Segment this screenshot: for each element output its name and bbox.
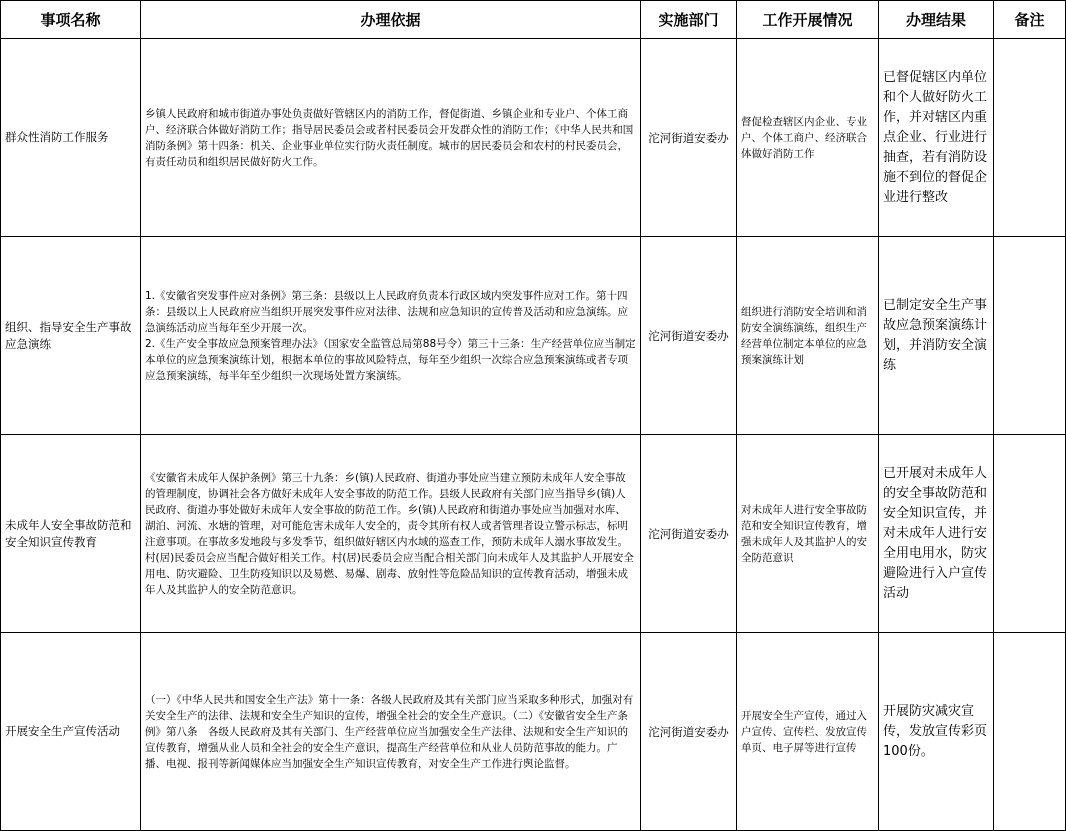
cell-work: 组织进行消防安全培训和消防安全演练演练，组织生产经营单位制定本单位的应急预案演练计划: [737, 237, 879, 435]
cell-basis: [141, 237, 641, 435]
basis-paragraph: 1.《安徽省突发事件应对条例》第三条：县级以上人民政府负责本行政区域内突发事件应对工作。第十四条：县级以上人民政府应当组织开展突发事件应对法律、法规和应急知识的宣传普及活动和应急演练。应急演练活动应当每年至少开展一次。: [145, 289, 628, 334]
header-dept: 实施部门: [641, 1, 737, 39]
cell-result: 已督促辖区内单位和个人做好防火工作，并对辖区内重点企业、行业进行抽查，若有消防设施不到位的督促企业进行整改: [879, 39, 994, 237]
cell-remark: [994, 435, 1066, 633]
cell-remark: [994, 633, 1066, 831]
table-row: [1, 39, 1066, 237]
cell-work: 督促检查辖区内企业、专业户、个体工商户、经济联合体做好消防工作: [737, 39, 879, 237]
cell-name: 群众性消防工作服务: [1, 39, 141, 237]
basis-paragraph: 2.《生产安全事故应急预案管理办法》（国家安全监管总局第88号令）第三十三条：生产经营单位应当制定本单位的应急预案演练计划，根据本单位的事故风险特点，每年至少组织一次综合应急预案演练或者专项应急预案演练，每半年至少组织一次现场处置方案演练。: [145, 337, 636, 382]
header-basis: 办理依据: [141, 1, 641, 39]
cell-basis: [141, 435, 641, 633]
cell-work: 开展安全生产宣传，通过入户宣传、宣传栏、发放宣传单页、电子屏等进行宣传: [737, 633, 879, 831]
header-work: 工作开展情况: [737, 1, 879, 39]
table-header-row: [1, 1, 1066, 39]
cell-name: 开展安全生产宣传活动: [1, 633, 141, 831]
table-row: [1, 633, 1066, 831]
cell-basis: [141, 39, 641, 237]
table-row: [1, 435, 1066, 633]
cell-result: 开展防灾减灾宣传，发放宣传彩页100份。: [879, 633, 994, 831]
cell-name: 组织、指导安全生产事故应急演练: [1, 237, 141, 435]
cell-dept: 沱河街道安委办: [641, 633, 737, 831]
cell-result: 已制定安全生产事故应急预案演练计划，并消防安全演练: [879, 237, 994, 435]
table-row: [1, 237, 1066, 435]
cell-work: 对未成年人进行安全事故防范和安全知识宣传教育，增强未成年人及其监护人的安全防范意识: [737, 435, 879, 633]
header-result: 办理结果: [879, 1, 994, 39]
basis-paragraph: 乡镇人民政府和城市街道办事处负责做好管辖区内的消防工作，督促街道、乡镇企业和专业户、个体工商户、经济联合体做好消防工作；指导居民委员会或者村民委员会开发群众性的消防工作；《中华人民共和国消防条例》第十四条：机关、企业事业单位实行防火责任制度。城市的居民委员会和农村的村民委员会，有责任动员和组织居民做好防火工作。: [145, 107, 634, 168]
cell-remark: [994, 237, 1066, 435]
basis-paragraph: （一）《中华人民共和国安全生产法》第十一条：各级人民政府及其有关部门应当采取多种形式，加强对有关安全生产的法律、法规和安全生产知识的宣传，增强全社会的安全生产意识。（二）《安徽省安全生产条例》第八条 各级人民政府及其有关部门、生产经营单位应当加强安全生产法律、法规和安全生产知识的宣传教育，增强从业人员和全社会的安全生产意识，提高生产经营单位和从业人员防范事故的能力。广播、电视、报刊等新闻媒体应当加强安全生产知识宣传教育，对安全生产工作进行舆论监督。: [145, 693, 634, 770]
cell-dept: 沱河街道安委办: [641, 237, 737, 435]
header-remark: 备注: [994, 1, 1066, 39]
cell-remark: [994, 39, 1066, 237]
cell-basis: [141, 633, 641, 831]
header-name: 事项名称: [1, 1, 141, 39]
cell-name: 未成年人安全事故防范和安全知识宣传教育: [1, 435, 141, 633]
cell-dept: 沱河街道安委办: [641, 435, 737, 633]
cell-result: 已开展对未成年人的安全事故防范和安全知识宣传，并对未成年人进行安全用电用水，防灾避险进行入户宣传活动: [879, 435, 994, 633]
cell-dept: 沱河街道安委办: [641, 39, 737, 237]
basis-paragraph: 《安徽省未成年人保护条例》第三十九条：乡(镇)人民政府、街道办事处应当建立预防未成年人安全事故的管理制度，协调社会各方做好未成年人安全事故的防范工作。县级人民政府有关部门应当指导乡(镇)人民政府、街道办事处做好未成年人安全事故的防范工作。乡(镇)人民政府和街道办事处应当加强对水库、湖泊、河流、水塘的管理，对可能危害未成年人安全的，责令其所有权人或者管理者设立警示标志，标明注意事项。在事故多发地段与多发季节，组织做好辖区内水域的巡查工作，预防未成年人溺水事故发生。村(居)民委员会应当配合做好相关工作。村(居)民委员会应当配合相关部门向未成年人及其监护人开展安全用电、防灾避险、卫生防疫知识以及易燃、易爆、剧毒、放射性等危险品知识的宣传教育活动，增强未成年人及其监护人的安全防范意识。: [145, 471, 634, 596]
